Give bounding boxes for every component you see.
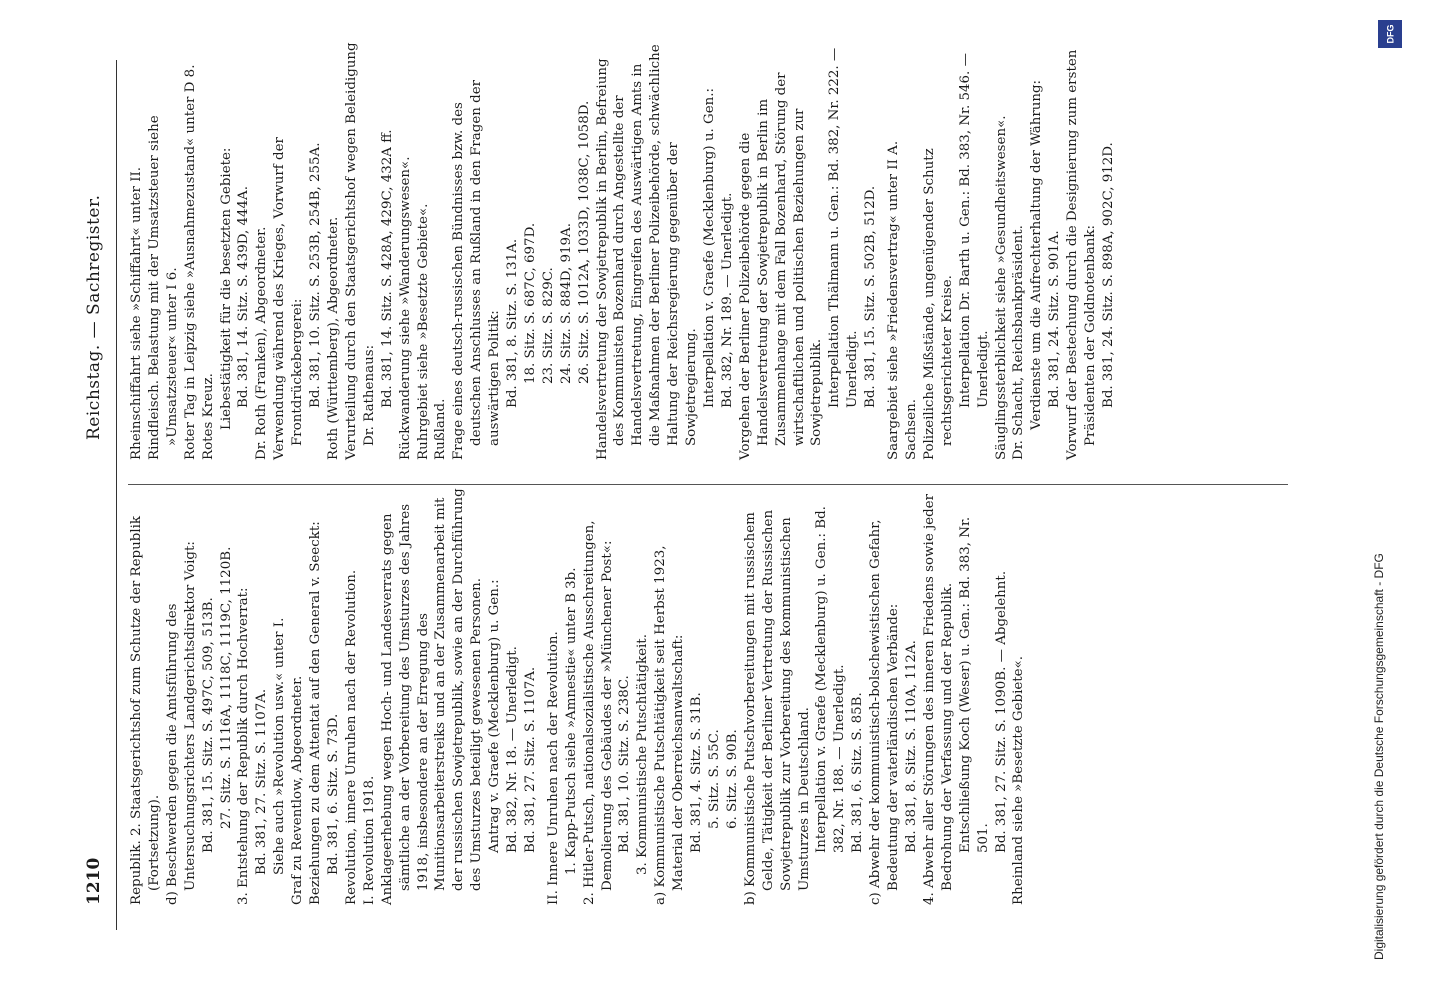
- index-entry: Rheinschiffahrt siehe »Schiffahrt« unter II.: [129, 166, 144, 460]
- index-entry: Graf zu Reventlow, Abgeordneter.: [290, 675, 306, 905]
- page-number: 1210: [84, 857, 104, 905]
- scanned-page: [80, 0, 1420, 1000]
- index-entry: Roter Tag in Leipzig siehe »Ausnahmezustand« unter D 8.: [182, 64, 198, 460]
- index-entry: 24. Sitz. S. 884D, 919A.: [558, 223, 574, 384]
- index-entry: c) Abwehr der kommunistisch-bolschewistischen Gefahr, Bedeutung der vaterländischen Verbände:: [868, 519, 902, 905]
- index-entry: I. Revolution 1918.: [361, 775, 377, 905]
- index-entry: Bd. 381, 15. Sitz. S. 502B, 512D.: [863, 185, 879, 408]
- index-entry: 3. Kommunistische Putschtätigkeit.: [635, 634, 651, 875]
- index-entry: Republik. 2. Staatsgerichtshof zum Schutze der Republik (Fortsetzung).: [129, 515, 162, 905]
- index-entry: Interpellation v. Graefe (Mecklenburg) u. Gen.: Bd. 382, Nr. 188. — Unerledigt.: [814, 506, 848, 853]
- index-entry: 2. Hitler-Putsch, nationalsozialistische Ausschreitungen, Demolierung des Gebäudes der »Münchener Post«:: [581, 520, 615, 905]
- index-entry: Bd. 382, Nr. 18. — Unerledigt.: [505, 646, 521, 853]
- right-column: [128, 40, 1118, 460]
- index-entry: Dr. Schacht, Reichsbankpräsident.: [1011, 225, 1027, 460]
- index-entry: a) Kommunistische Putschtätigkeit seit Herbst 1923, Material der Oberreichsanwaltschaft:: [653, 545, 687, 905]
- index-entry: Anklageerhebung wegen Hoch- und Landesverrats gegen sämtliche an der Vorbereitung des Umsturzes des Jahres 1918, insbesondere an der Erregung des Munitionsarbeiterstreiks und an der Zusammenarbeit mit der russischen Sowjetrepublik, sowie an der Durchführung des Umsturzes beteiligt gewesenen Personen.: [379, 488, 485, 905]
- index-entry: 26. Sitz. S. 1012A, 1033D, 1038C, 1058D.: [576, 100, 592, 384]
- index-entry: Antrag v. Graefe (Mecklenburg) u. Gen.:: [487, 579, 503, 853]
- index-entry: 4. Abwehr aller Störungen des inneren Friedens sowie jeder Bedrohung der Verfassung und der Republik.: [921, 494, 955, 905]
- index-entry: Bd. 381, 8. Sitz. S. 110A, 112A.: [903, 640, 919, 853]
- index-entry: Revolution, innere Unruhen nach der Revolution.: [343, 569, 359, 905]
- index-entry: Rußland.: [433, 398, 449, 460]
- rotated-page: [80, 0, 1360, 1000]
- index-entry: Bd. 381, 27. Sitz. S. 1107A.: [254, 688, 270, 875]
- column-divider: [128, 484, 1288, 485]
- index-entry: 5. Sitz. S. 55C.: [707, 729, 722, 829]
- index-entry: Bd. 381, 27. Sitz. S. 1107A.: [522, 666, 538, 853]
- index-entry: Bd. 382, Nr. 189. — Unerledigt.: [719, 192, 735, 408]
- index-entry: Handelsvertretung der Sowjetrepublik in Berlin, Befreiung des Kommunisten Bozenhard durch Angestellte der Handelsvertretung, Eingreifen des Auswärtigen Amts in die Maßnahmen der Berliner Polizeibehörde, schwächliche Haltung der Reichsregierung gegenüber der Sowjetregierung.: [594, 44, 700, 460]
- index-entry: Polizeiliche Mißstände, ungenügender Schutz rechtsgerichteter Kreise.: [921, 148, 955, 460]
- index-entry: Bd. 381, 10. Sitz. S. 238C.: [617, 675, 633, 853]
- index-entry: 27. Sitz. S. 1116A, 1118C, 1119C, 1120B.: [218, 546, 234, 829]
- index-entry: Verdienste um die Aufrechterhaltung der Währung:: [1029, 79, 1045, 430]
- index-entry: 18. Sitz. S. 687C, 697D.: [522, 222, 538, 384]
- digitization-credit: Digitalisierung gefördert durch die Deutsche Forschungsgemeinschaft - DFG: [1372, 553, 1386, 960]
- index-entry: Interpellation Dr. Barth u. Gen.: Bd. 383, Nr. 546. — Unerledigt.: [957, 53, 991, 408]
- header-rule: [116, 60, 117, 930]
- index-entry: Vorwurf der Bestechung durch die Designierung zum ersten Präsidenten der Goldnotenbank:: [1065, 49, 1099, 460]
- index-entry: Bd. 381, 4. Sitz. S. 31B.: [689, 692, 705, 853]
- index-entry: Bd. 381, 27. Sitz. S. 1090B. — Abgelehnt.: [993, 570, 1009, 853]
- index-entry: Bd. 381, 15. Sitz. S. 497C, 509, 513B.: [200, 597, 216, 853]
- index-entry: Rotes Kreuz.: [200, 373, 216, 460]
- running-head: Reichstag. — Sachregister.: [84, 194, 104, 440]
- index-entry: Bd. 381, 24. Sitz. S. 898A, 902C, 912D.: [1100, 142, 1116, 408]
- index-entry: 1. Kapp-Putsch siehe »Amnestie« unter B 3b.: [563, 567, 579, 875]
- index-entry: Bd. 381, 14. Sitz. S. 439D, 444A.: [236, 186, 252, 408]
- index-entry: Entschließung Koch (Weser) u. Gen.: Bd. 383, Nr. 501.: [957, 516, 991, 853]
- index-entry: b) Kommunistische Putschvorbereitungen mit russischem Gelde, Tätigkeit der Berliner Vertretung der Russischen Sowjetrepublik zur Vorbereitung des kommunistischen Umsturzes in Deutschland.: [742, 509, 812, 905]
- index-entry: Bd. 381, 6. Sitz. S. 73D.: [325, 713, 341, 875]
- index-entry: Roth (Württemberg), Abgeordneter.: [325, 216, 341, 460]
- index-entry: Bd. 381, 8. Sitz. S. 131A.: [505, 238, 521, 408]
- index-entry: II. Innere Unruhen nach der Revolution.: [545, 631, 561, 905]
- index-entry: Bd. 381, 24. Sitz. S. 901A.: [1047, 230, 1063, 408]
- side-credit: [1372, 20, 1412, 980]
- index-entry: Verwendung während des Krieges, Vorwurf der Frontdrückebergerei:: [272, 137, 306, 460]
- left-column: [128, 485, 1028, 905]
- index-entry: Rheinland siehe »Besetzte Gebiete«.: [1011, 655, 1027, 905]
- index-entry: 23. Sitz. S. 829C.: [540, 267, 556, 384]
- index-entry: Beziehungen zu dem Attentat auf den General v. Seeckt:: [308, 521, 324, 905]
- index-entry: Bd. 381, 6. Sitz. S. 85B.: [850, 692, 866, 853]
- index-entry: Siehe auch »Revolution usw.« unter I.: [272, 617, 288, 875]
- index-entry: Sachsen.: [903, 399, 919, 460]
- index-entry: Verurteilung durch den Staatsgerichtshof wegen Beleidigung Dr. Rathenaus:: [343, 42, 377, 460]
- index-entry: Säuglingssterblichkeit siehe »Gesundheitswesen«.: [993, 115, 1009, 460]
- index-entry: Saargebiet siehe »Friedensvertrag« unter II A.: [886, 140, 902, 460]
- index-entry: Bd. 381, 14. Sitz. S. 428A, 429C, 432A ff.: [379, 129, 395, 408]
- index-entry: Bd. 381, 10. Sitz. S. 253B, 254B, 255A.: [308, 142, 324, 408]
- index-entry: 3. Entstehung der Republik durch Hochverrat:: [236, 587, 252, 905]
- index-entry: 6. Sitz. S. 90B.: [724, 729, 740, 829]
- index-entry: Dr. Roth (Franken), Abgeordneter.: [254, 226, 270, 460]
- index-entry: d) Beschwerden gegen die Amtsführung des Untersuchungsrichters Landgerichtsdirektor Voigt:: [164, 541, 198, 905]
- index-entry: Rindfleisch. Belastung mit der Umsatzsteuer siehe »Umsatzsteuer« unter I 6.: [146, 115, 180, 460]
- dfg-logo-text: DFG: [1385, 24, 1395, 44]
- index-entry: Liebestätigkeit für die besetzten Gebiete:: [218, 147, 234, 430]
- index-entry: Rückwanderung siehe »Wanderungswesen«.: [397, 156, 413, 460]
- index-entry: Vorgehen der Berliner Polizeibehörde gegen die Handelsvertretung der Sowjetrepublik in Berlin im Zusammenhange mit dem Fall Bozenhard, Störung der wirtschaftlichen und politischen Beziehungen zur Sowjetrepublik.: [737, 72, 825, 460]
- index-entry: Interpellation v. Graefe (Mecklenburg) u. Gen.:: [702, 87, 717, 408]
- index-entry: Ruhrgebiet siehe »Besetzte Gebiete«.: [415, 203, 431, 460]
- index-entry: Frage eines deutsch-russischen Bündnisses bzw. des deutschen Anschlusses an Rußland in den Fragen der auswärtigen Politik:: [451, 79, 503, 460]
- index-entry: Interpellation Thälmann u. Gen.: Bd. 382, Nr. 222. — Unerledigt.: [827, 47, 861, 408]
